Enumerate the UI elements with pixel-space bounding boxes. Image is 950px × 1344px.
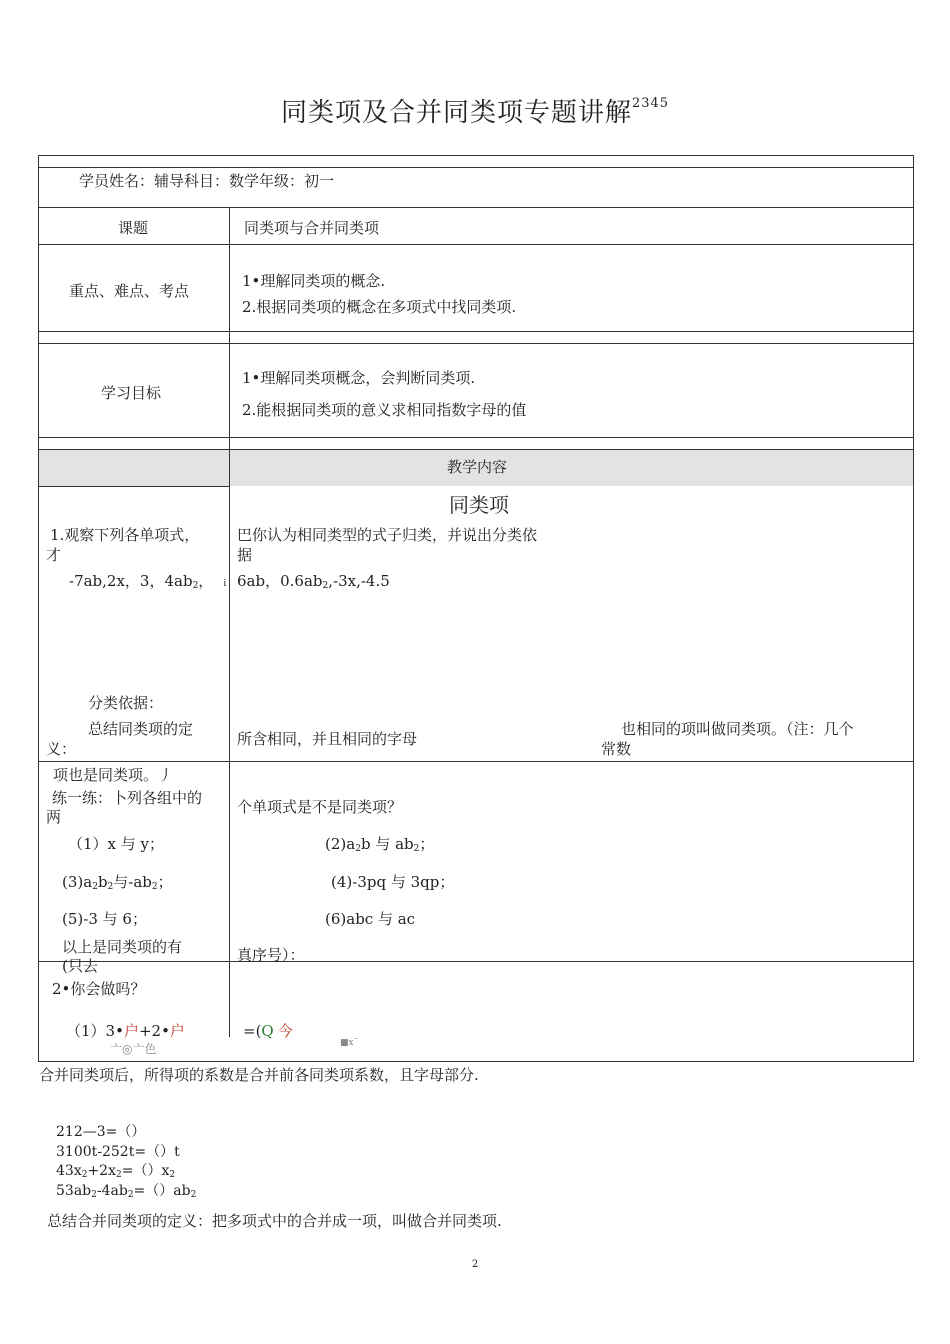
practice-item-5: (5)-3 与 6； xyxy=(62,910,147,928)
expression-list-right: 6ab，$0.6ab_2,-3x,-4.5$ xyxy=(237,572,390,591)
merge-rule: 合并同类项后，所得项的系数是合并前各同类项系数，且字母部分. xyxy=(39,1066,479,1084)
content-header: 教学内容 xyxy=(447,458,508,476)
observe-right-line2: 据 xyxy=(237,546,253,564)
classification-basis-label: 分类依据： xyxy=(88,694,164,712)
exercise-2: 3100t-252t=（）t xyxy=(56,1144,180,1160)
page-title: 同类项及合并同类项专题讲解$^{2345}$ xyxy=(280,96,670,128)
practice-answer-right: 真序号）： xyxy=(237,946,305,964)
keypoints-label: 重点、难点、考点 xyxy=(69,282,190,300)
keypoint-item: 1•理解同类项的概念. xyxy=(242,272,386,290)
merge-definition: 总结合并同类项的定义：把多项式中的合并成一项，叫做合并同类项. xyxy=(47,1212,502,1230)
topic-label: 课题 xyxy=(118,219,149,237)
title-superscript: 2345 xyxy=(631,96,670,111)
table-line xyxy=(913,155,914,1062)
table-line xyxy=(38,486,229,487)
table-line xyxy=(38,244,914,245)
cando-question-1: （1）3•户+2•户 xyxy=(66,1022,185,1040)
definition-continuation: 项也是同类项。丿 xyxy=(53,766,174,784)
table-line xyxy=(38,1061,914,1062)
table-line xyxy=(38,343,914,344)
keypoint-item: 2.根据同类项的概念在多项式中找同类项. xyxy=(242,298,517,316)
definition-right-line2: 常数 xyxy=(601,740,632,758)
practice-item-6: (6)abc 与 ac xyxy=(325,910,416,928)
exercise-4: $53ab_2-4ab_2=()ab_2$ xyxy=(56,1183,197,1200)
table-line xyxy=(38,449,914,450)
student-info-row: 学员姓名：辅导科目：数学年级：初一 xyxy=(79,172,335,190)
observe-left-line1: 1.观察下列各单项式， xyxy=(50,526,200,544)
observe-right-line1: 巴你认为相同类型的式子归类，并说出分类依 xyxy=(237,526,538,544)
topic-value: 同类项与合并同类项 xyxy=(244,219,380,237)
exercise-1: 212—3=（） xyxy=(56,1124,146,1140)
table-line xyxy=(38,331,914,332)
expression-list-left: -7ab,2x，3，$4ab_2$， i xyxy=(69,572,227,591)
definition-middle: 所含相同，并且相同的字母 xyxy=(237,730,418,748)
exercise-3: $43x_2+2x_2=()x_2$ xyxy=(56,1163,176,1180)
goals-label: 学习目标 xyxy=(101,384,162,402)
practice-item-2: $(2)a_2b$ 与 $ab_2$； xyxy=(325,835,435,854)
page-number: 2 xyxy=(471,1259,479,1270)
table-line xyxy=(38,761,914,762)
cando-answer-1: =(Q 今 xyxy=(243,1022,293,1040)
practice-answer-left: 以上是同类项的有 xyxy=(62,938,183,956)
definition-left-line2: 义： xyxy=(46,740,77,758)
practice-item-3: $(3)a_2b_2$与$-ab_2$； xyxy=(62,873,173,892)
practice-left-line2: 两 xyxy=(46,808,62,826)
definition-left-line1: 总结同类项的定 xyxy=(88,720,194,738)
section-title: 同类项 xyxy=(449,493,509,517)
definition-right-line1: 也相同的项叫做同类项。（注：几个 xyxy=(621,720,854,738)
faint-residue-left: 亠◎亠色 xyxy=(110,1042,157,1056)
table-line xyxy=(38,167,914,168)
table-line xyxy=(38,155,39,1062)
table-line xyxy=(38,437,914,438)
practice-prompt: 个单项式是不是同类项？ xyxy=(237,798,403,816)
goal-item: 2.能根据同类项的意义求相同指数字母的值 xyxy=(242,401,527,419)
practice-answer-left-cut: (只去 xyxy=(62,957,98,975)
cando-label: 2•你会做吗？ xyxy=(52,980,146,998)
observe-left-line2: 才 xyxy=(46,546,62,564)
faint-residue-right: ■x¨ xyxy=(340,1038,359,1048)
practice-item-1: （1）x 与 y； xyxy=(68,835,165,853)
practice-item-4: (4)-3pq 与 3qp； xyxy=(331,873,455,891)
goal-item: 1•理解同类项概念，会判断同类项. xyxy=(242,369,476,387)
table-line xyxy=(38,207,914,208)
table-line xyxy=(229,207,230,1037)
table-line xyxy=(38,155,914,156)
practice-left-line1: 练一练：卜列各组中的 xyxy=(52,789,203,807)
table-line xyxy=(38,961,914,962)
